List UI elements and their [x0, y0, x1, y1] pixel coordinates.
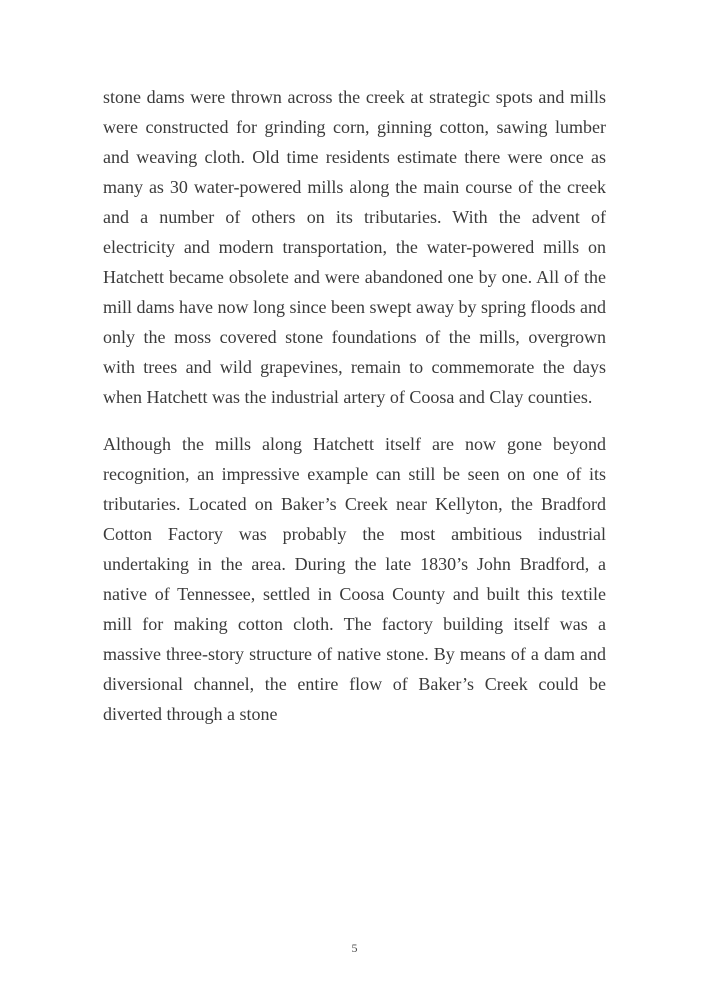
paragraph-2: Although the mills along Hatchett itself are now gone beyond recognition, an impressive example can still be seen on one of its tributaries. Located on Baker’s Creek near Kellyton, the Bradford Cotton Factory was probably the most ambitious industrial undertaking in the area. During the late 1830’s John Bradford, a native of Tennessee, settled in Coosa County and built this textile mill for making cotton cloth. The factory building itself was a massive three-story structure of native stone. By means of a dam and diversional channel, the entire flow of Baker’s Creek could be diverted through a stone — [103, 434, 606, 724]
page-number: 5 — [351, 941, 358, 955]
paragraph-1: stone dams were thrown across the creek at strategic spots and mills were constructed for grinding corn, ginning cotton, sawing lumber and weaving cloth. Old time residents estimate there were once as many as 30 water-powered mills along the main course of the creek and a number of others on its tributaries. With the advent of electricity and modern transportation, the water-powered mills on Hatchett became obsolete and were abandoned one by one. All of the mill dams have now long since been swept away by spring floods and only the moss covered stone foundations of the mills, overgrown with trees and wild grapevines, remain to commemorate the days when Hatchett was the industrial artery of Coosa and Clay counties. — [103, 87, 606, 407]
page-body — [103, 82, 606, 746]
